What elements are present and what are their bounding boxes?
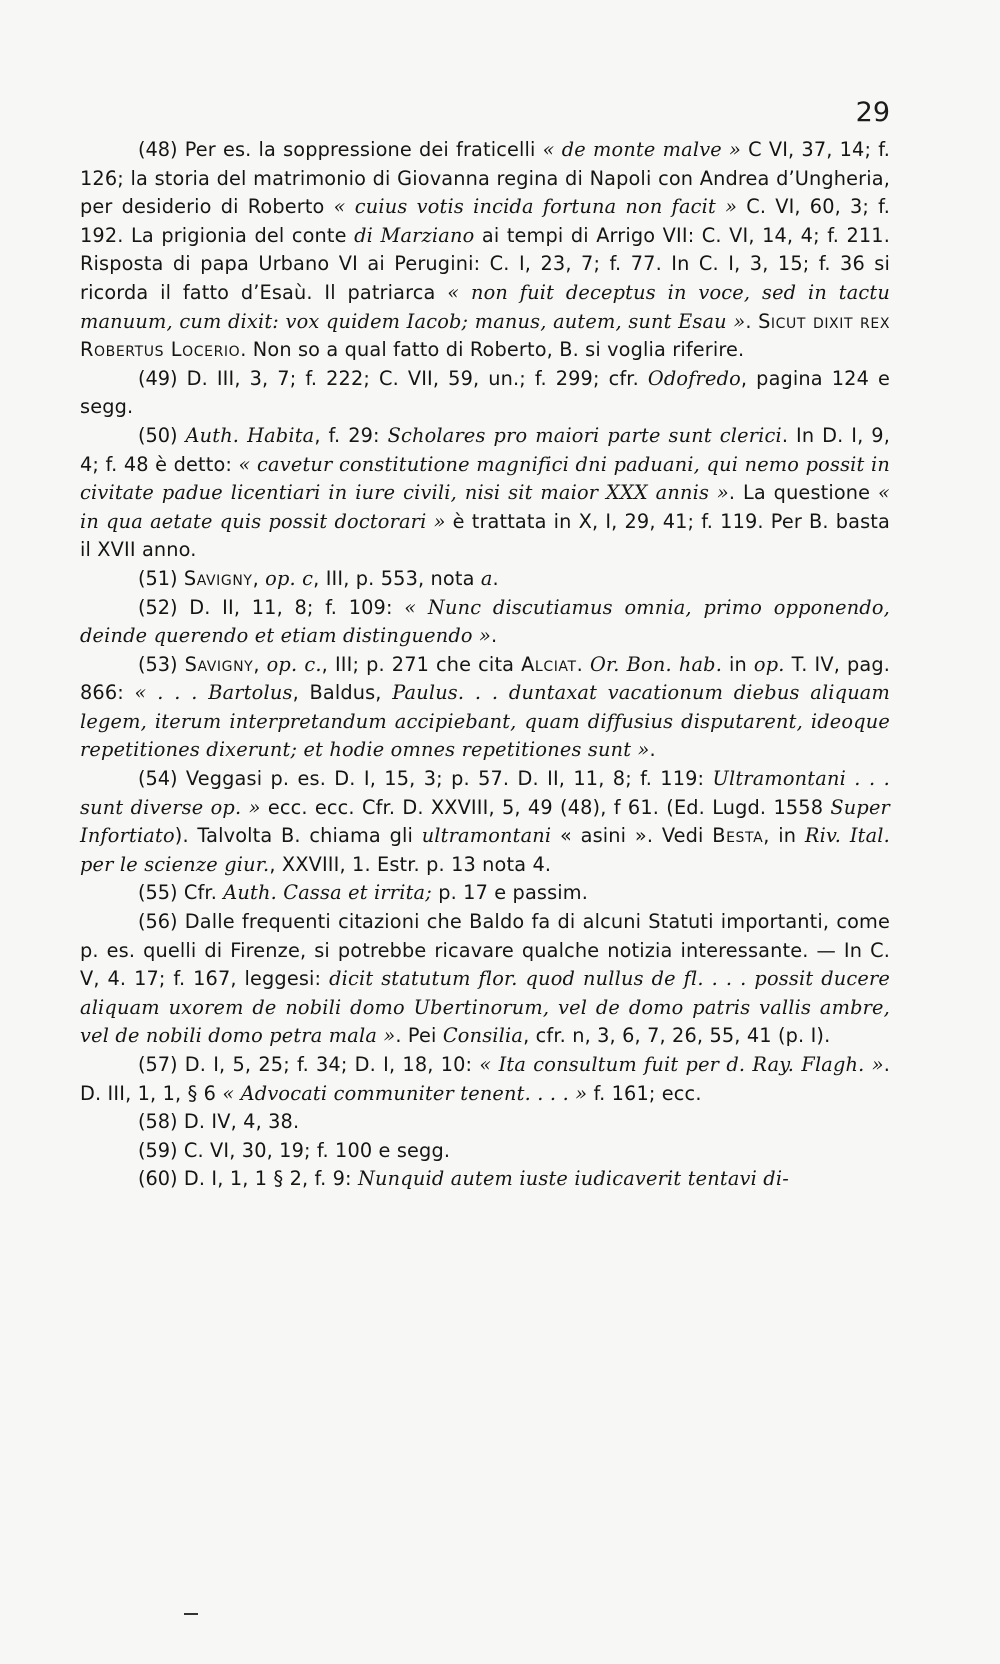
footnote — [80, 365, 890, 422]
footnote-text: . — [492, 566, 499, 590]
italic-text: Scholares pro maiori parte sunt clerici — [387, 423, 782, 447]
italic-text: « cavetur constitutione magnifici dni paduani, qui nemo possit in civitate padue licentiari in iure civili, nisi sit maior XXX annis » — [80, 452, 890, 505]
footnote-text: . — [576, 652, 590, 676]
footnote-text: . Non so a qual fatto di Roberto, B. si voglia riferire. — [240, 338, 745, 362]
footnote-text: , — [253, 652, 267, 676]
italic-text: Super Infortiato — [80, 795, 890, 848]
footnote-text: D. III, 3, 7; f. 222; C. VII, 59, un.; f. 299; cfr. — [177, 366, 648, 390]
footnote-text: , cfr. n, 3, 6, 7, 26, 55, 41 (p. I). — [523, 1024, 831, 1048]
italic-text: « Nunc discutiamus omnia, primo opponendo, deinde querendo et etiam distinguendo » — [80, 595, 890, 648]
italic-text: Consilia — [442, 1024, 524, 1048]
italic-text: « Ita consultum fuit per d. Ray. Flagh. » — [479, 1053, 884, 1076]
footnote-text: D. I, 1, 1 § 2, f. 9: — [177, 1167, 358, 1191]
footnote — [80, 1165, 890, 1194]
footnote-text: Dalle frequenti citazioni che Baldo fa di alcuni Statuti importanti, come p. es. quelli di Firenze, si potrebbe ricavare qualche notizia interessante. — In C. V, 4. 17; f. 167, leggesi: — [80, 910, 890, 991]
italic-text: « de monte malve » — [542, 138, 742, 161]
italic-text: di Marziano — [354, 223, 475, 247]
footnotes-block — [80, 136, 890, 1194]
footnote-text: , III, p. 553, nota — [313, 566, 481, 590]
footnote-text: « asini ». Vedi — [551, 824, 713, 848]
footnote-text: D. I, 5, 25; f. 34; D. I, 18, 10: — [177, 1053, 480, 1076]
footnote-text: è trattata in X, I, 29, 41; f. 119. Per B. basta il XVII anno. — [80, 509, 890, 562]
footnote — [80, 422, 890, 565]
italic-text: op. c. — [266, 652, 322, 676]
italic-text: Odofredo — [647, 366, 741, 390]
small-caps-text: Savigny — [184, 652, 254, 676]
footnote-number: (58) — [138, 1110, 178, 1134]
small-caps-text: Alciat — [521, 652, 577, 676]
footnote-text: Veggasi p. es. D. I, 15, 3; p. 57. D. II, 11, 8; f. 119: — [177, 767, 713, 791]
footnote — [80, 594, 890, 651]
footnote — [80, 1051, 890, 1108]
footnote-number: (60) — [138, 1167, 178, 1191]
footnote-text — [178, 424, 186, 447]
footnote-text — [178, 653, 185, 676]
footnote — [80, 136, 890, 365]
footnote-text: T. IV, pag. 866: — [80, 652, 891, 705]
footnote-text: f. 161; ecc. — [587, 1081, 702, 1105]
footnote-text: , in — [763, 824, 805, 848]
italic-text: Or. Bon. hab. — [589, 652, 723, 676]
footnote — [80, 765, 890, 879]
italic-text: Nunquid autem iuste iudicaverit tentavi di- — [357, 1167, 789, 1191]
italic-text: op. — [753, 652, 785, 676]
italic-text: « in qua aetate quis possit doctorari » — [80, 481, 890, 533]
footnote-number: (50) — [138, 423, 178, 447]
footnote-text: Cfr. — [177, 881, 224, 905]
footnote — [80, 565, 890, 594]
bottom-dash-mark — [184, 1613, 198, 1615]
footnote-number: (52) — [138, 595, 178, 619]
italic-text: ultramontani — [421, 824, 552, 848]
footnote-text: D. II, 11, 8; f. 109: — [177, 595, 405, 619]
footnote-text: . D. III, 1, 1, § 6 — [80, 1053, 890, 1105]
footnote-text: C. VI, 60, 3; f. 192. La prigionia del conte — [80, 195, 890, 247]
footnote — [80, 651, 890, 765]
italic-text: Ultramontani . . . sunt diverse op. » — [80, 767, 891, 819]
footnote-number: (57) — [138, 1053, 178, 1076]
footnote-text: in — [722, 652, 754, 676]
footnote-text: . — [745, 309, 759, 333]
footnote-text: , III; p. 271 che cita — [321, 652, 522, 676]
footnote-text: Per es. la soppressione dei fraticelli — [177, 138, 543, 161]
footnote-text: ai tempi di Arrigo VII: C. VI, 14, 4; f. 211. Risposta di papa Urbano VI ai Perugini: C. I, 23, 7; f. 77. In C. I, 3, 15; f. 36 si ricorda il fatto d’Esaù. Il patriarca — [80, 223, 891, 304]
italic-text: « cuius votis incida fortuna non facit » — [333, 195, 738, 219]
footnote-text: D. IV, 4, 38. — [177, 1110, 300, 1134]
italic-text: Auth. Cassa et irrita; — [223, 881, 432, 905]
footnote-text: ). Talvolta B. chiama gli — [174, 824, 422, 848]
italic-text: « Advocati communiter tenent. . . . » — [222, 1081, 588, 1105]
italic-text: a — [480, 566, 493, 590]
italic-text: « non fuit deceptus in voce, sed in tactu manuum, cum dixit: vox quidem Iacob; manus, autem, sunt Esau » — [80, 280, 890, 333]
footnote-text: , pagina 124 e segg. — [80, 366, 891, 419]
italic-text: « . . . Bartolus — [134, 681, 293, 705]
italic-text: Riv. Ital. per le scienze giur. — [80, 824, 891, 876]
page-number: 29 — [855, 97, 890, 128]
italic-text: op. c — [265, 566, 314, 590]
footnote — [80, 908, 890, 1051]
small-caps-text: Sicut dixit rex Robertus Locerio — [80, 309, 891, 362]
footnote-number: (49) — [138, 366, 178, 390]
footnote-text: . — [491, 624, 498, 648]
footnote-number: (51) — [138, 566, 178, 590]
footnote-number: (56) — [138, 910, 178, 934]
footnote-text: . Pei — [395, 1024, 443, 1048]
italic-text: Paulus. . . duntaxat vacationum diebus aliquam legem, iterum interpretandum accipiebant, quam diffusius disputarent, ideoque repetitiones dixerunt; et hodie omnes repetitiones sunt » — [80, 681, 890, 762]
footnote-text: C VI, 37, 14; f. 126; la storia del matrimonio di Giovanna regina di Napoli con Andrea d’Ungheria, per desiderio di Roberto — [80, 138, 891, 219]
footnote-number: (59) — [138, 1138, 178, 1162]
footnote-text: . In D. I, 9, 4; f. 48 è detto: — [80, 423, 890, 476]
footnote — [80, 1137, 890, 1166]
small-caps-text: Savigny — [183, 566, 253, 590]
footnote-number: (48) — [138, 138, 178, 161]
footnote-text: . La questione — [728, 481, 878, 505]
footnote-number: (54) — [138, 767, 178, 791]
footnote-text: . — [649, 738, 656, 762]
small-caps-text: Besta — [712, 824, 764, 848]
footnote-text: , Baldus, — [292, 681, 393, 705]
footnote-text: ecc. ecc. Cfr. D. XXVIII, 5, 49 (48), f 61. (Ed. Lugd. 1558 — [260, 795, 831, 819]
footnote-text: , XXVIII, 1. Estr. p. 13 nota 4. — [269, 852, 552, 876]
footnote-text: p. 17 e passim. — [431, 881, 589, 905]
footnote-text: , — [252, 566, 266, 590]
footnote — [80, 879, 890, 908]
footnote-text: , f. 29: — [314, 423, 388, 447]
italic-text: Auth. Habita — [185, 423, 315, 447]
footnote-number: (55) — [138, 881, 178, 905]
footnote — [80, 1108, 890, 1137]
italic-text: dicit statutum flor. quod nullus de fl. . . . possit ducere aliquam uxorem de nobili domo Ubertinorum, vel de domo patris vallis ambre, vel de nobili domo petra mala » — [80, 967, 890, 1048]
footnote-number: (53) — [138, 652, 178, 676]
footnote-text: C. VI, 30, 19; f. 100 e segg. — [177, 1138, 451, 1162]
